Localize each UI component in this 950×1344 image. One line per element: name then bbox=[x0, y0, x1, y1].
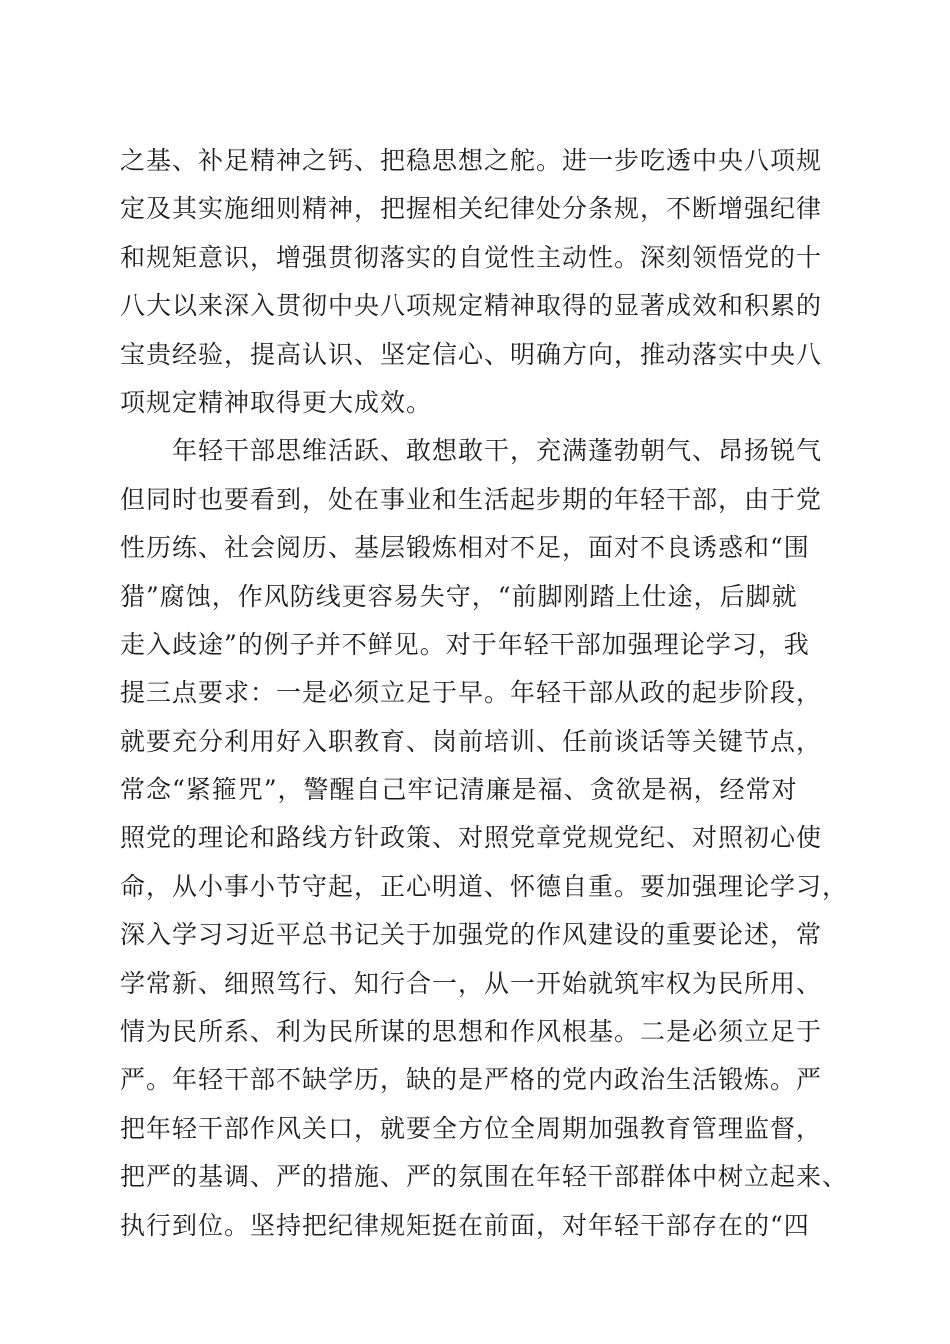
paragraph-line: 走入歧途”的例子并不鲜见。对于年轻干部加强理论学习，我 bbox=[120, 629, 810, 659]
document-body bbox=[120, 137, 849, 1250]
paragraph-line: 深入学习习近平总书记关于加强党的作风建设的重要论述，常 bbox=[120, 920, 823, 950]
paragraph-line: 常念“紧箍咒”，警醒自己牢记清廉是福、贪欲是祸，经常对 bbox=[120, 775, 798, 805]
paragraph-line: 执行到位。坚持把纪律规矩挺在前面，对年轻干部存在的“四 bbox=[120, 1210, 810, 1240]
paragraph-line: 定及其实施细则精神，把握相关纪律处分条规，不断增强纪律 bbox=[120, 194, 823, 224]
paragraph-line: 严。年轻干部不缺学历，缺的是严格的党内政治生活锻炼。严 bbox=[120, 1065, 823, 1095]
paragraph-line: 情为民所系、利为民所谋的思想和作风根基。二是必须立足于 bbox=[120, 1017, 823, 1047]
paragraph-line: 之基、补足精神之钙、把稳思想之舵。进一步吃透中央八项规 bbox=[120, 146, 823, 175]
paragraph-2 bbox=[120, 427, 849, 1250]
paragraph-line: 宝贵经验，提高认识、坚定信心、明确方向，推动落实中央八 bbox=[120, 339, 823, 369]
paragraph-line: 八大以来深入贯彻中央八项规定精神取得的显著成效和积累的 bbox=[120, 291, 823, 321]
paragraph-line: 学常新、细照笃行、知行合一，从一开始就筑牢权为民所用、 bbox=[120, 968, 823, 998]
paragraph-line: 把严的基调、严的措施、严的氛围在年轻干部群体中树立起来、 bbox=[120, 1162, 849, 1192]
paragraph-line: 命，从小事小节守起，正心明道、怀德自重。要加强理论学习， bbox=[120, 871, 849, 901]
paragraph-line: 提三点要求：一是必须立足于早。年轻干部从政的起步阶段， bbox=[120, 678, 823, 708]
paragraph-line: 项规定精神取得更大成效。 bbox=[120, 387, 433, 417]
paragraph-line: 猎”腐蚀，作风防线更容易失守，“前脚刚踏上仕途，后脚就 bbox=[120, 581, 798, 611]
paragraph-first-line: 年轻干部思维活跃、敢想敢干，充满蓬勃朝气、昂扬锐气 bbox=[172, 436, 823, 466]
paragraph-line: 和规矩意识，增强贯彻落实的自觉性主动性。深刻领悟党的十 bbox=[120, 242, 823, 272]
paragraph-line: 性历练、社会阅历、基层锻炼相对不足，面对不良诱惑和“围 bbox=[120, 533, 810, 563]
paragraph-line: 但同时也要看到，处在事业和生活起步期的年轻干部，由于党 bbox=[120, 484, 823, 514]
paragraph-line: 照党的理论和路线方针政策、对照党章党规党纪、对照初心使 bbox=[120, 823, 823, 853]
paragraph-1 bbox=[120, 137, 840, 427]
paragraph-line: 把年轻干部作风关口，就要全方位全周期加强教育管理监督， bbox=[120, 1113, 823, 1143]
paragraph-line: 就要充分利用好入职教育、岗前培训、任前谈话等关键节点， bbox=[120, 726, 823, 756]
